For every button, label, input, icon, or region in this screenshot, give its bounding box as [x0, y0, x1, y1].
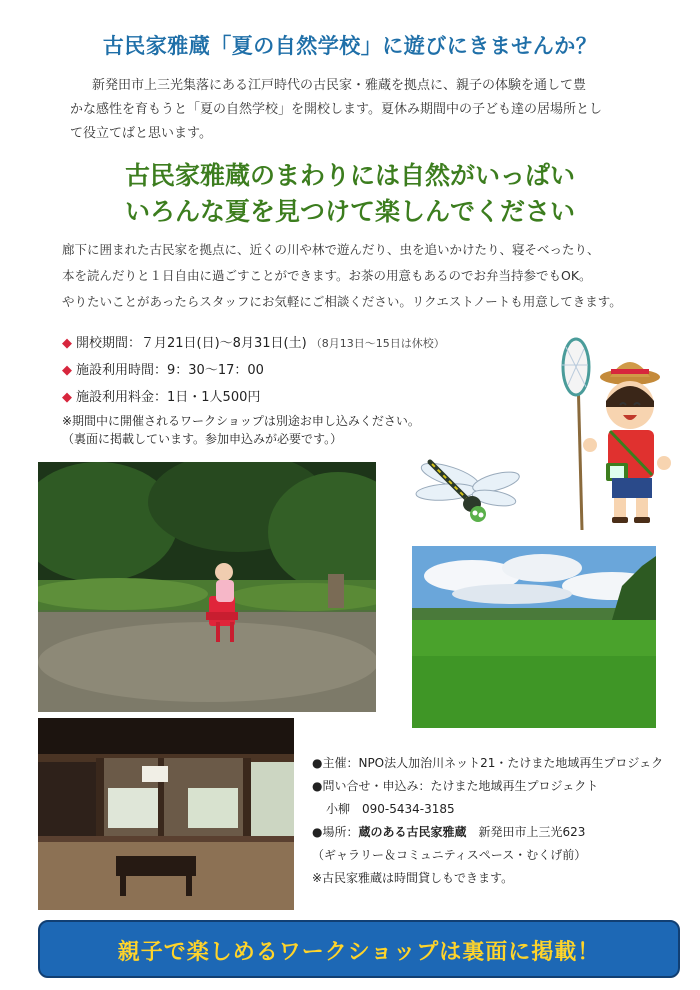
description-line-2: 本を読んだりと１日自由に過ごすことができます。お茶の用意もあるのでお弁当持参でもOK。	[62, 268, 592, 283]
diamond-icon: ◆	[62, 363, 72, 378]
location-address: 新発田市上三光623	[478, 825, 586, 839]
contact-block	[312, 752, 663, 890]
contact-phone: 小柳 090-5434-3185	[326, 802, 455, 816]
intro-line-1: 新発田市上三光集落にある江戸時代の古民家・雅蔵を拠点に、親子の体験を通して豊	[92, 78, 587, 93]
bug-net-icon	[562, 339, 589, 530]
inquiry-line: ●問い合せ・申込み：たけまた地域再生プロジェクト	[312, 779, 599, 793]
location-label: ●場所：	[312, 825, 359, 839]
fee-label: 施設利用料金：1日・1人500円	[76, 390, 261, 405]
intro-paragraph	[70, 74, 630, 146]
diamond-icon: ◆	[62, 390, 72, 405]
description-line-3: やりたいことがあったらスタッフにお気軽にご相談ください。リクエストノートも用意してきます。	[62, 294, 622, 309]
rental-note: ※古民家雅蔵は時間貸しもできます。	[312, 871, 514, 885]
dragonfly-icon	[408, 452, 533, 530]
child-with-net-illustration	[548, 335, 678, 535]
description-line-1: 廊下に囲まれた古民家を拠点に、近くの川や林で遊んだり、虫を追いかけたり、寝そべったり、	[62, 242, 600, 257]
description-paragraph	[62, 237, 662, 315]
period-label: 開校期間：７月21日(日)～8月31日(土)	[76, 336, 307, 351]
workshop-note: ※期間中に開催されるワークショップは別途お申し込みください。	[62, 414, 420, 428]
rice-field-photo	[412, 546, 656, 728]
workshop-note-sub: （裏面に掲載しています。参加申込みが必要です。）	[62, 432, 343, 446]
banner-text: 親子で楽しめるワークショップは裏面に掲載！	[117, 940, 601, 965]
page-title: 古民家雅蔵「夏の自然学校」に遊びにきませんか？	[102, 34, 598, 58]
hours-label: 施設利用時間：9：30～17：00	[76, 363, 264, 378]
info-period	[62, 332, 445, 351]
garden-pond-photo	[38, 462, 376, 712]
location-name: 蔵のある古民家雅蔵	[358, 825, 467, 839]
info-fee	[62, 386, 260, 405]
slogan-line-2: いろんな夏を見つけて楽しんでください	[124, 197, 575, 226]
slogan-line-1: 古民家雅蔵のまわりには自然がいっぱい	[124, 161, 575, 190]
intro-line-3: て役立てばと思います。	[70, 126, 212, 141]
organizer-line: ●主催：NPO法人加治川ネット21・たけまた地域再生プロジェク	[312, 756, 664, 770]
period-note: （8月13日～15日は休校）	[310, 337, 445, 350]
workshop-banner	[38, 920, 680, 978]
house-interior-photo	[38, 718, 294, 910]
intro-line-2: かな感性を育もうと「夏の自然学校」を開校します。夏休み期間中の子ども達の居場所とし	[70, 102, 602, 117]
info-hours	[62, 359, 264, 378]
location-sub: （ギャラリー＆コミュニティスペース・むくげ前）	[312, 848, 587, 862]
diamond-icon: ◆	[62, 336, 72, 351]
location-line	[312, 821, 663, 844]
